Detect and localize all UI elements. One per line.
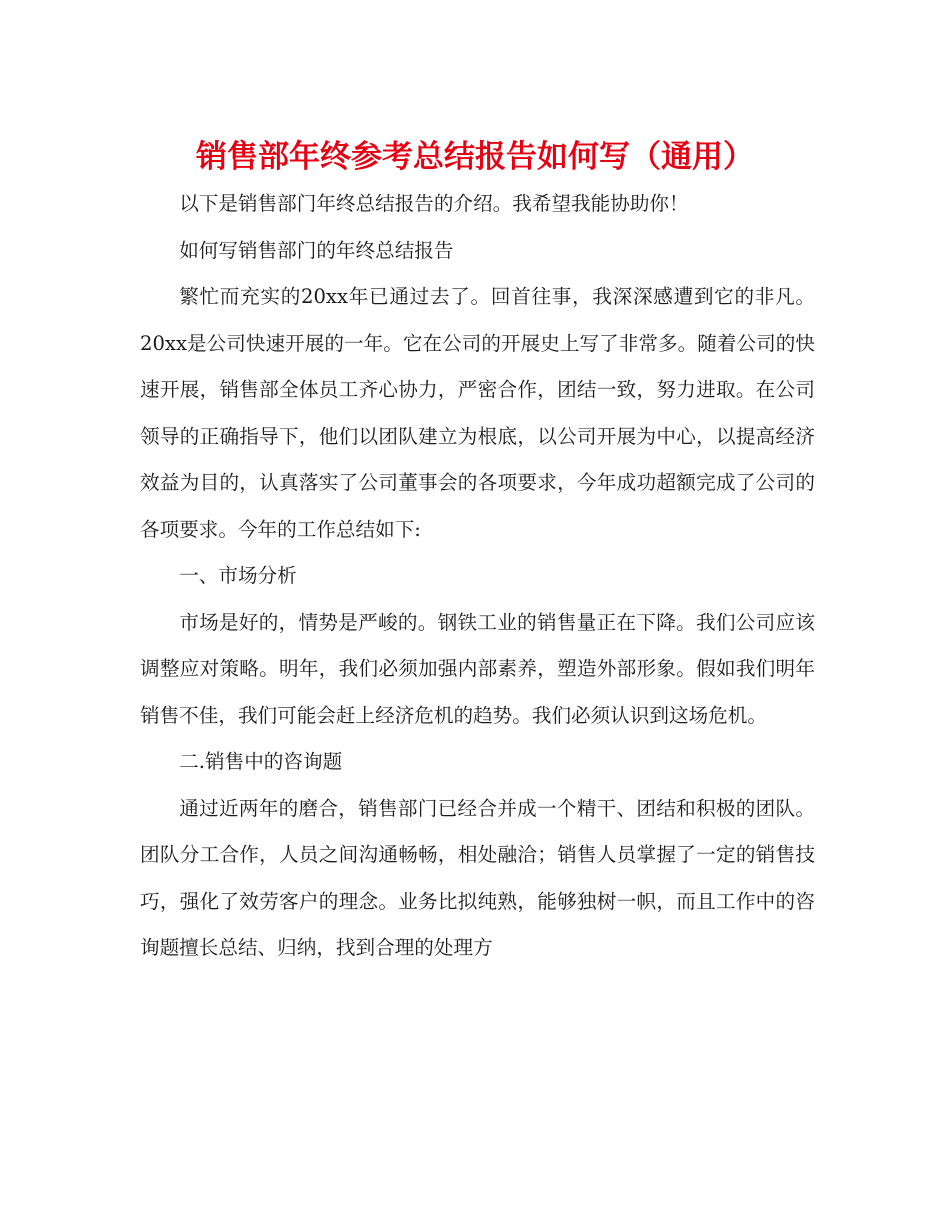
paragraph-sales-issues: 通过近两年的磨合，销售部门已经合并成一个精干、团结和积极的团队。团队分工合作，人员之间沟通畅畅，相处融洽；销售人员掌握了一定的销售技巧，强化了效劳客户的理念。业务比拟纯熟，能够独树一帜，而且工作中的咨询题擅长总结、归纳，找到合理的处理方 xyxy=(140,796,815,959)
document-title: 销售部年终参考总结报告如何写（通用） xyxy=(196,139,754,175)
document-body xyxy=(140,181,815,972)
section-heading-sales-issues: 二.销售中的咨询题 xyxy=(179,750,343,773)
paragraph-market-analysis: 市场是好的，情势是严峻的。钢铁工业的销售量正在下降。我们公司应该调整应对策略。明年，我们必须加强内部素养，塑造外部形象。假如我们明年销售不佳，我们可能会赶上经济危机的趋势。我们必须认识到这场危机。 xyxy=(140,610,815,727)
section-heading-market-analysis: 一、市场分析 xyxy=(179,564,297,587)
paragraph-subtitle: 如何写销售部门的年终总结报告 xyxy=(179,238,454,262)
paragraph-intro: 以下是销售部门年终总结报告的介绍。我希望我能协助你！ xyxy=(179,192,689,215)
paragraph-review: 繁忙而充实的20xx年已通过去了。回首往事，我深深感遭到它的非凡。20xx是公司快速开展的一年。它在公司的开展史上写了非常多。随着公司的快速开展，销售部全体员工齐心协力，严密合作，团结一致，努力进取。在公司领导的正确指导下，他们以团队建立为根底，以公司开展为中心，以提高经济效益为目的，认真落实了公司董事会的各项要求，今年成功超额完成了公司的各项要求。今年的工作总结如下: xyxy=(140,285,815,541)
